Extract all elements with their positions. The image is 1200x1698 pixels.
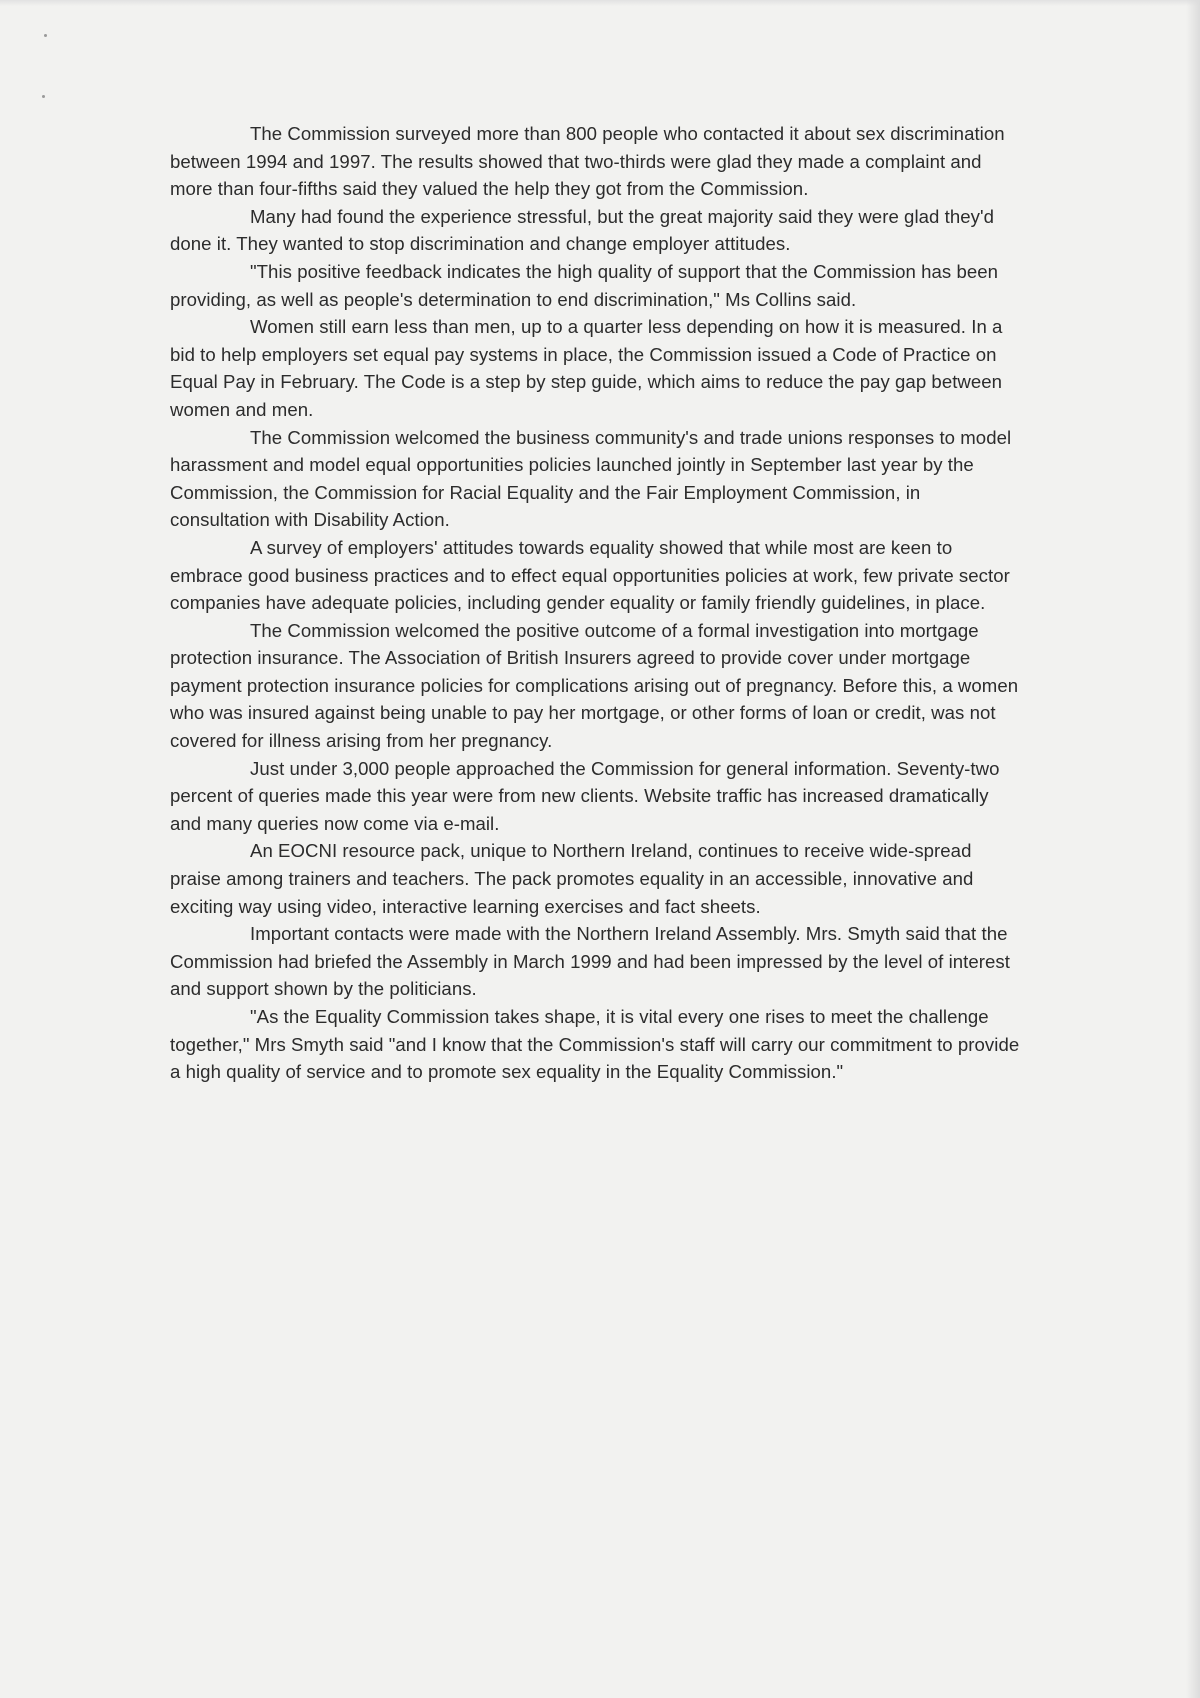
scan-top-shadow (0, 0, 1200, 6)
paragraph-mortgage-investigation: The Commission welcomed the positive outcome of a formal investigation into mortgage protection insurance. The Association of British Insurers agreed to provide cover under mortgage payment protection insurance policies for complications arising out of pregnancy. Before this, a women who was insured against being unable to pay her mortgage, or other forms of loan or credit, was not covered for illness arising from her pregnancy. (170, 619, 1019, 752)
paragraph-assembly-contacts: Important contacts were made with the Northern Ireland Assembly. Mrs. Smyth said that the Commission had briefed the Assembly in March 1999 and had been impressed by the level of interest and support shown by the politicians. (170, 923, 1010, 1000)
paragraph-collins-quote: "This positive feedback indicates the high quality of support that the Commission has been providing, as well as people's determination to end discrimination," Ms Collins said. (170, 260, 999, 310)
paragraph-experience: Many had found the experience stressful, but the great majority said they were glad they'd done it. They wanted to stop discrimination and change employer attitudes. (170, 205, 994, 255)
paragraph-general-information: Just under 3,000 people approached the Commission for general information. Seventy-two percent of queries made this year were from new clients. Website traffic has increased dramatically and many queries now come via e-mail. (170, 757, 1000, 834)
paragraph-smyth-quote: "As the Equality Commission takes shape, it is vital every one rises to meet the challenge together," Mrs Smyth said "and I know that the Commission's staff will carry our commitment to provide a high quality of service and to promote sex equality in the Equality Commission." (170, 1006, 1020, 1083)
scan-speck (42, 95, 45, 98)
paragraph-equal-pay: Women still earn less than men, up to a quarter less depending on how it is measured. In a bid to help employers set equal pay systems in place, the Commission issued a Code of Practice on Equal Pay in February. The Code is a step by step guide, which aims to reduce the pay gap between women and men. (170, 316, 1003, 420)
scan-speck (44, 34, 47, 37)
paragraph-resource-pack: An EOCNI resource pack, unique to Northern Ireland, continues to receive wide-spread praise among trainers and teachers. The pack promotes equality in an accessible, innovative and exciting way using video, interactive learning exercises and fact sheets. (170, 840, 974, 917)
paragraph-survey: The Commission surveyed more than 800 people who contacted it about sex discrimination between 1994 and 1997. The results showed that two-thirds were glad they made a complaint and more than four-fifths said they valued the help they got from the Commission. (170, 123, 1005, 200)
paragraph-model-policies: The Commission welcomed the business community's and trade unions responses to model harassment and model equal opportunities policies launched jointly in September last year by the Commission, the Commission for Racial Equality and the Fair Employment Commission, in consultation with Disability Action. (170, 426, 1012, 531)
body-text (170, 120, 1020, 1086)
paragraph-employer-survey: A survey of employers' attitudes towards equality showed that while most are keen to embrace good business practices and to effect equal opportunities policies at work, few private sector companies have adequate policies, including gender equality or family friendly guidelines, in place. (170, 536, 1010, 614)
scan-right-edge (1186, 0, 1200, 1698)
